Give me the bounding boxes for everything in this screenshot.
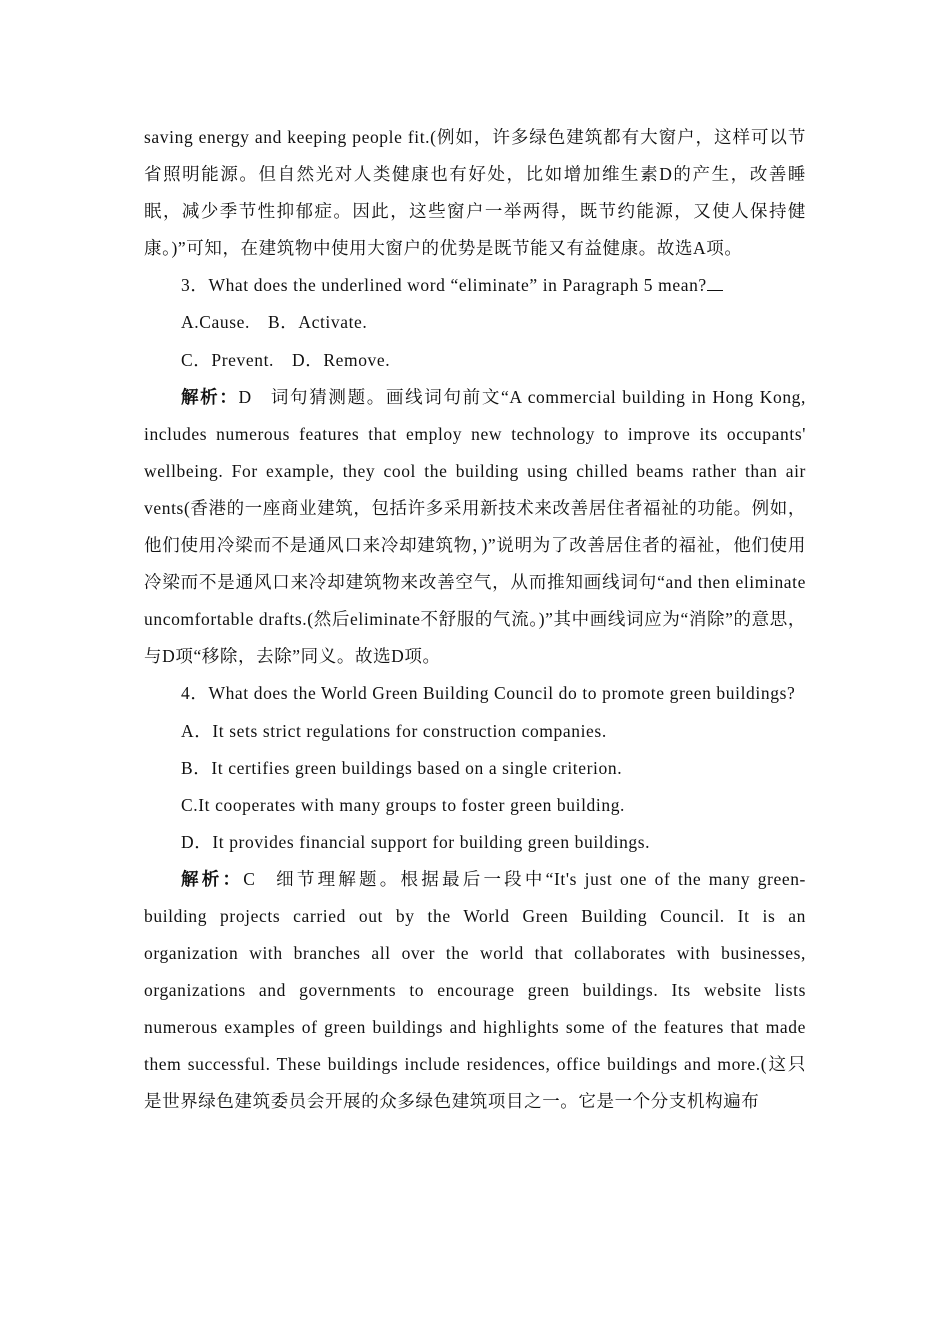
document-page [144,119,806,1121]
question-3-option-a: A.Cause. [181,312,250,333]
question-3-option-b: B．Activate. [267,312,368,333]
question-4-answer: C [243,868,256,889]
question-4-option-d: D．It provides financial support for building green buildings. [181,831,651,852]
question-3-options-row-1 [144,304,806,341]
question-4-analysis [144,861,806,1121]
question-3-answer: D [238,386,252,407]
question-4-option-a: A．It sets strict regulations for construction companies. [181,720,607,741]
question-3-analysis [144,379,806,676]
question-4-analysis-text: 细节理解题。根据最后一段中“It's just one of the many green-building projects carried out by the World Green Building Council. It is an organization with branches all over the world that collaborates with businesses, organizations and governments to encourage green buildings. Its website lists numerous examples of green buildings and highlights some of the features that made them successful. These buildings include residences, office buildings and more.(这只是世界绿色建筑委员会开展的众多绿色建筑项目之一。它是一个分支机构遍布 [144,868,806,1112]
question-3-options-row-2 [144,342,806,379]
question-4-option-c: C.It cooperates with many groups to foster green building. [181,794,626,815]
analysis-label: 解析： [181,868,244,889]
analysis-label: 解析： [181,386,239,407]
answer-blank [707,274,723,291]
question-3-analysis-text: 词句猜测题。画线词句前文“A commercial building in Hong Kong, includes numerous features that employ new technology to improve its occupants' wellbeing. For example, they cool the building using chilled beams rather than air vents(香港的一座商业建筑，包括许多采用新技术来改善居住者福祉的功能。例如，他们使用冷梁而不是通风口来冷却建筑物，)”说明为了改善居住者的福祉，他们使用冷梁而不是通风口来冷却建筑物来改善空气，从而推知画线词句“and then eliminate uncomfortable drafts.(然后eliminate不舒服的气流。)”其中画线词应为“消除”的意思，与D项“移除，去除”同义。故选D项。 [144,386,806,667]
question-4-stem: 4．What does the World Green Building Council do to promote green buildings? [181,683,796,704]
question-3-stem [144,267,806,304]
question-4-option-b: B．It certifies green buildings based on a single criterion. [181,757,623,778]
question-3-stem-text: 3．What does the underlined word “eliminate” in Paragraph 5 mean? [181,275,707,296]
previous-analysis-paragraph: saving energy and keeping people fit.(例如，许多绿色建筑都有大窗户，这样可以节省照明能源。但自然光对人类健康也有好处，比如增加维生素D的产生，改善睡眠，减少季节性抑郁症。因此，这些窗户一举两得，既节约能源，又使人保持健康。)”可知，在建筑物中使用大窗户的优势是既节能又有益健康。故选A项。 [144,127,806,259]
question-3-option-c: C．Prevent. [181,349,275,370]
question-3-option-d: D．Remove. [292,349,391,370]
